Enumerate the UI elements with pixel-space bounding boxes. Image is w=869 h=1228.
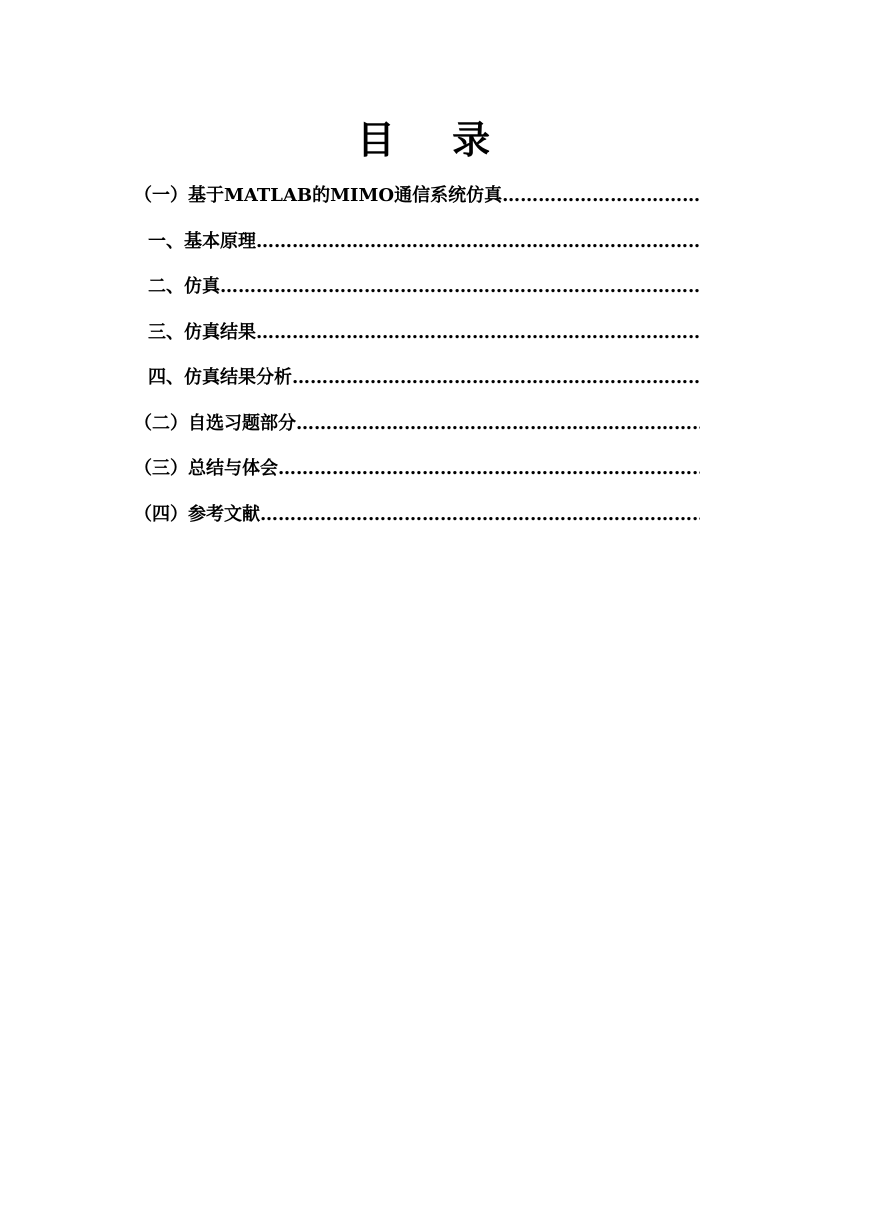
toc-dot-leader [220, 273, 700, 301]
toc-dot-leader [292, 364, 700, 392]
toc-entry-label: 二、仿真 [148, 276, 220, 297]
toc-entry[interactable] [134, 319, 700, 365]
toc-entry-label: （一）基于MATLAB的MIMO通信系统仿真 [134, 185, 503, 206]
toc-entry[interactable] [134, 228, 700, 274]
toc-entry[interactable] [134, 364, 700, 410]
toc-entry[interactable] [134, 501, 700, 547]
toc-dot-leader [278, 455, 700, 483]
toc-entry-label: 三、仿真结果 [148, 321, 256, 343]
toc-entry[interactable] [134, 182, 700, 228]
toc-entry-label: 一、基本原理 [148, 230, 256, 252]
toc-dot-leader [256, 319, 700, 347]
toc-entry-label: （三）总结与体会 [134, 458, 278, 479]
toc-dot-leader [502, 182, 700, 210]
toc-entry-label: （四）参考文献 [134, 503, 260, 525]
toc-dot-leader [296, 410, 700, 438]
toc-entry[interactable] [134, 410, 700, 456]
toc-dot-leader [260, 501, 700, 529]
toc-dot-leader [256, 228, 700, 256]
page-title: 目 录 [356, 117, 513, 162]
toc-entry[interactable] [134, 273, 700, 319]
toc-entry[interactable] [134, 455, 700, 501]
table-of-contents [134, 182, 700, 546]
toc-entry-label: （二）自选习题部分 [134, 412, 296, 434]
toc-entry-label: 四、仿真结果分析 [148, 367, 292, 388]
